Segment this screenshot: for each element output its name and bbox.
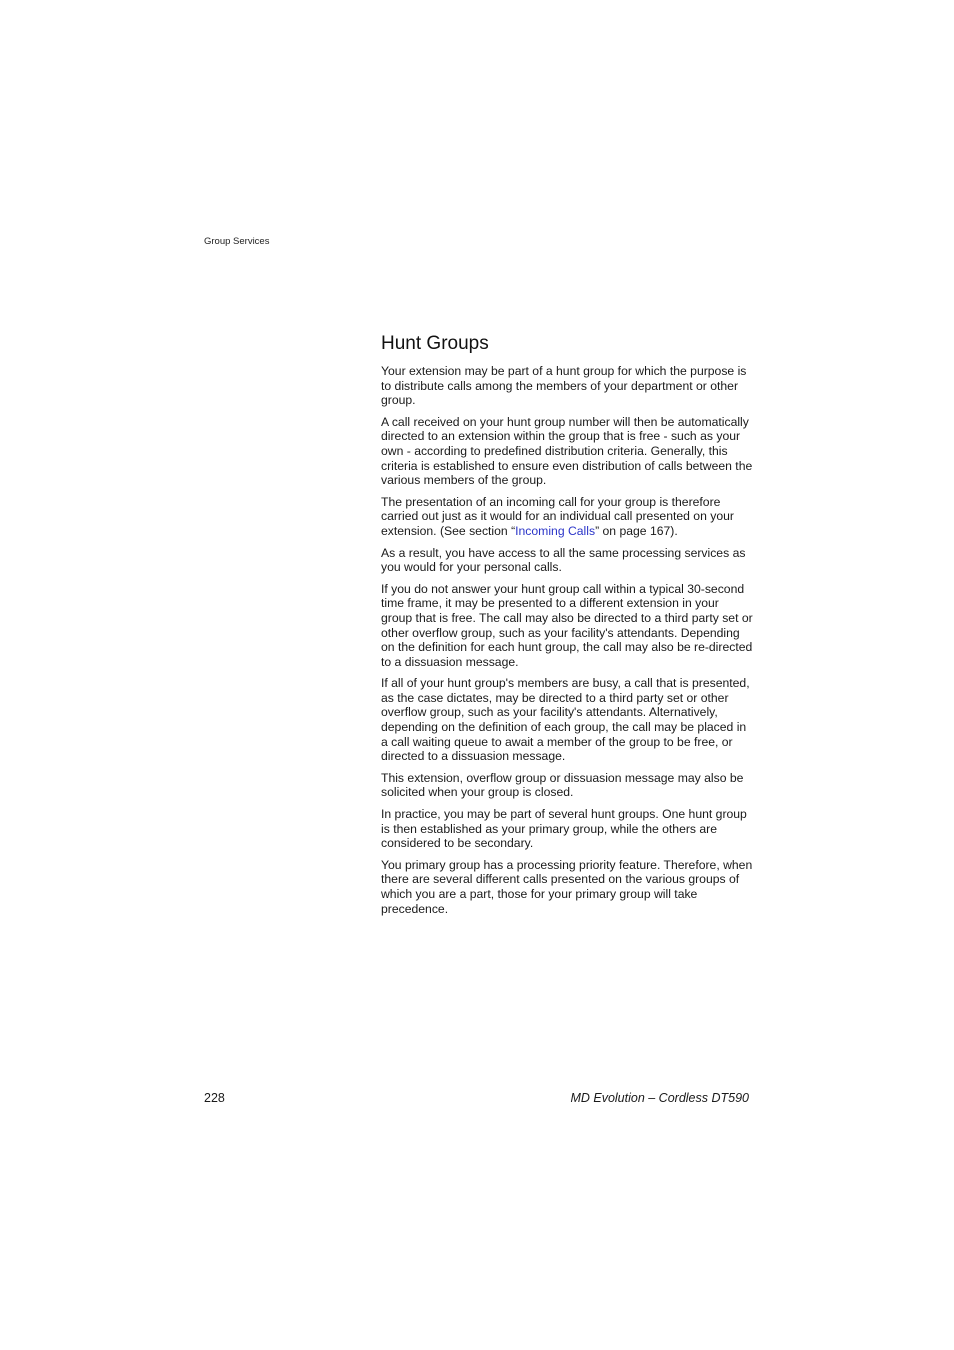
incoming-calls-link[interactable]: Incoming Calls [515, 523, 596, 538]
paragraph-no-answer: If you do not answer your hunt group call within a typical 30-second time frame, it may be presented to a different extension in your group that is free. The call may also be directed to a third party set or other overflow group, such as your facility's attendants. Depending on the definition for each hunt group, the call may also be re-directed to a dissuasion message. [381, 581, 753, 669]
paragraph-all-busy: If all of your hunt group's members are busy, a call that is presented, as the case dictates, may be directed to a third party set or other overflow group, such as your facility's attendants. Alternatively, depending on the definition of each group, the call may be placed in a call waiting queue to await a member of the group to be free, or directed to a dissuasion message. [381, 676, 750, 764]
paragraph-priority: You primary group has a processing priority feature. Therefore, when there are several different calls presented on the various groups of which you are a part, those for your primary group will take precedence. [381, 857, 753, 916]
document-title: MD Evolution – Cordless DT590 [570, 1091, 749, 1105]
running-header: Group Services [204, 236, 270, 247]
paragraph-services: As a result, you have access to all the same processing services as you would for your personal calls. [381, 545, 746, 575]
main-content [381, 333, 753, 923]
paragraph-distribution: A call received on your hunt group number will then be automatically directed to an extension within the group that is free - such as your own - according to predefined distribution criteria. Generally, this criteria is established to ensure even distribution of calls between the various members of the group. [381, 414, 753, 488]
paragraph-text: ” on page 167). [595, 523, 678, 538]
page-number: 228 [204, 1091, 225, 1105]
paragraph-closed: This extension, overflow group or dissuasion message may also be solicited when your group is closed. [381, 770, 744, 800]
paragraph-intro: Your extension may be part of a hunt group for which the purpose is to distribute calls among the members of your department or other group. [381, 364, 747, 408]
paragraph-several-groups: In practice, you may be part of several hunt groups. One hunt group is then established as your primary group, while the others are considered to be secondary. [381, 807, 747, 851]
section-title: Hunt Groups [381, 333, 489, 354]
paragraph-text: The presentation of an incoming call for your group is therefore carried out just as it would for an individual call presented on your extension. (See section “ [381, 494, 734, 538]
paragraph-presentation [381, 495, 753, 539]
